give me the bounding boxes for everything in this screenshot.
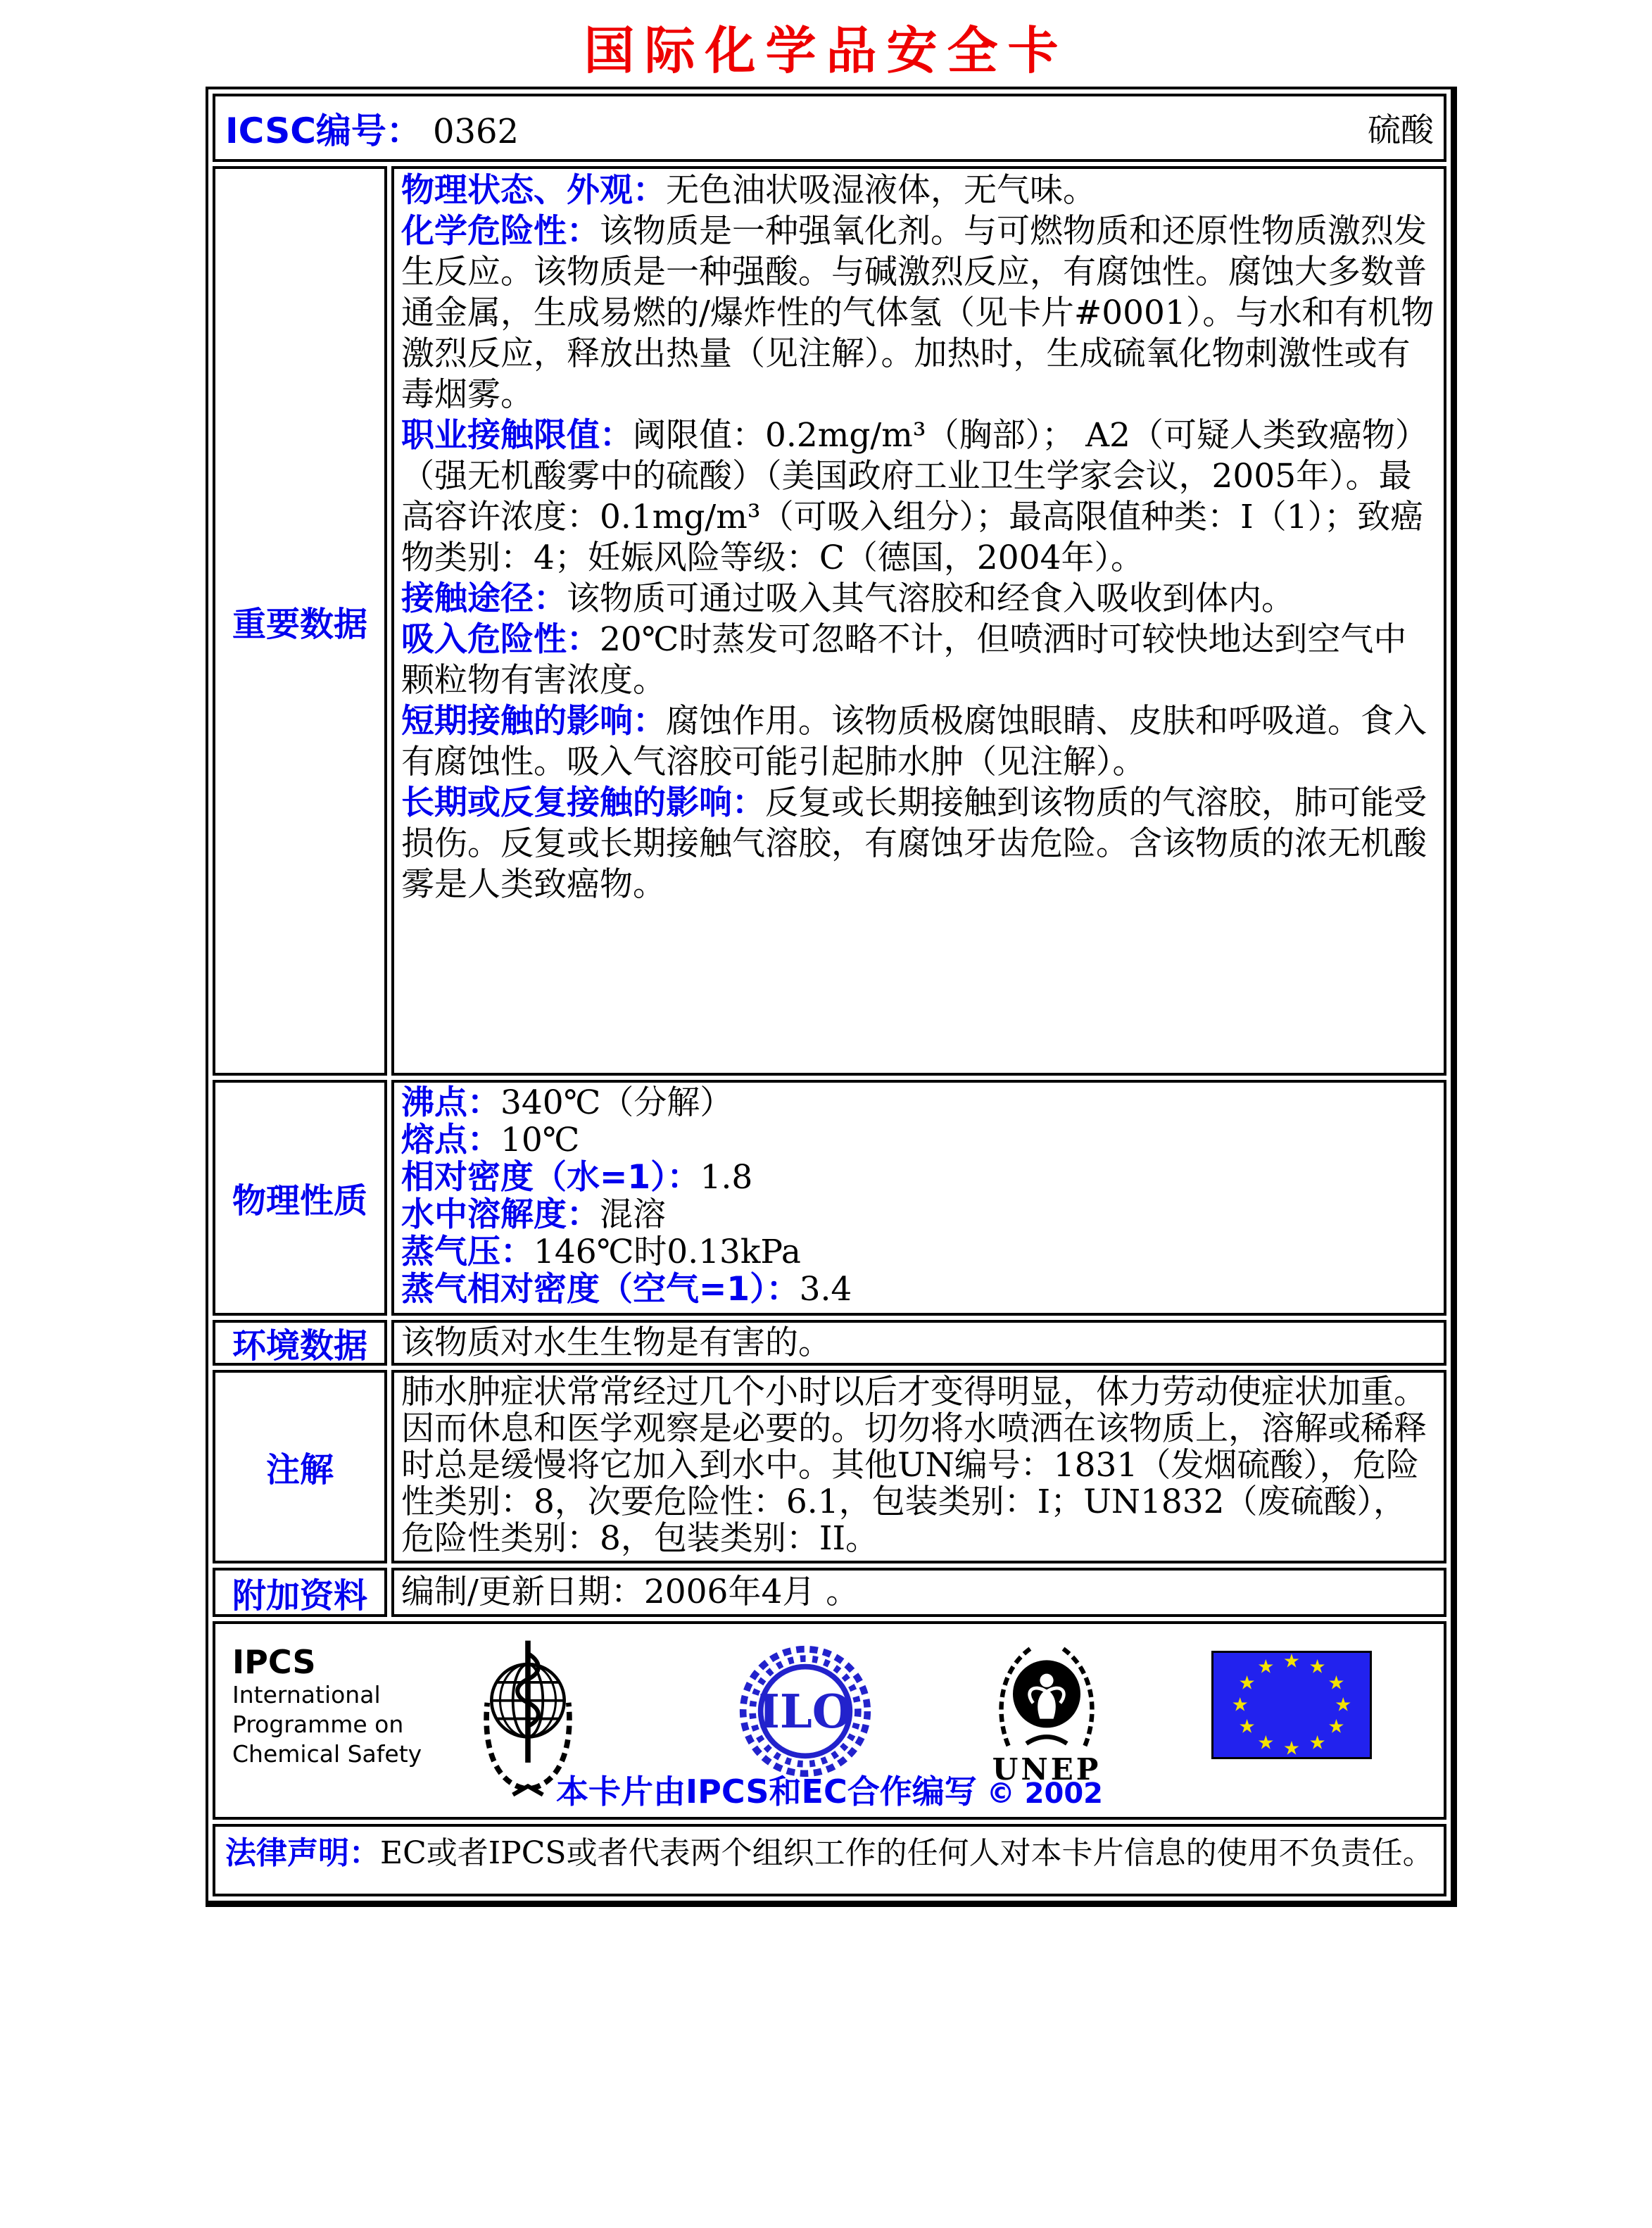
physical-item: [401, 1159, 1437, 1196]
icsc-number-group: [225, 103, 519, 153]
important-data-content: [391, 166, 1446, 1076]
additional-info-row: [213, 1568, 1446, 1617]
physical-item: [401, 1121, 1437, 1159]
header-row: [213, 94, 1446, 162]
eu-star: ★: [1282, 1737, 1301, 1760]
ipcs-acronym: IPCS: [232, 1643, 316, 1681]
legal-notice-row: [213, 1824, 1446, 1896]
ipcs-line: International: [232, 1681, 381, 1708]
item-label: 长期或反复接触的影响：: [401, 783, 765, 822]
notes-content: 肺水肿症状常常经过几个小时以后才变得明显，体力劳动使症状加重。因而休息和医学观察是必要的。切勿将水喷洒在该物质上，溶解或稀释时总是缓慢将它加入到水中。其他UN编号：1831（发烟硫酸），危险性类别：8，次要危险性：6.1，包装类别：I；UN1832（废硫酸），危险性类别：8，包装类别：II。: [391, 1370, 1446, 1563]
important-item: [401, 619, 1437, 701]
environment-data-row: [213, 1320, 1446, 1366]
eu-star: ★: [1309, 1656, 1326, 1678]
eu-star: ★: [1328, 1716, 1345, 1738]
unep-logo-icon: [990, 1635, 1103, 1755]
card-frame: [206, 87, 1457, 1907]
item-value: 1.8: [700, 1158, 753, 1197]
section-label-notes: 注解: [213, 1370, 387, 1563]
physical-properties-content: [391, 1080, 1446, 1316]
eu-star: ★: [1309, 1732, 1326, 1754]
item-text: 该物质可通过吸入其气溶胶和经食入吸收到体内。: [567, 579, 1294, 618]
eu-star: ★: [1257, 1656, 1275, 1678]
item-label: 熔点：: [401, 1121, 500, 1159]
cooperation-caption: [215, 1766, 1444, 1813]
item-value: 146℃时0.13kPa: [534, 1233, 801, 1271]
physical-item: [401, 1233, 1437, 1271]
page-title: 国际化学品安全卡: [584, 21, 1068, 80]
eu-star: ★: [1282, 1650, 1301, 1673]
eu-star: ★: [1231, 1694, 1249, 1716]
additional-info-content: 编制/更新日期：2006年4月 。: [391, 1568, 1446, 1617]
section-label-physical: 物理性质: [213, 1080, 387, 1316]
item-value: 340℃（分解）: [500, 1083, 733, 1122]
item-text: 20℃时蒸发可忽略不计，但喷洒时可较快地达到空气中颗粒物有害浓度。: [401, 620, 1407, 700]
physical-item: [401, 1271, 1437, 1308]
physical-item: [401, 1084, 1437, 1121]
important-item: [401, 211, 1437, 415]
eu-flag-icon: [1211, 1651, 1372, 1759]
important-item: [401, 170, 1437, 211]
item-label: 物理状态、外观：: [401, 171, 666, 210]
unep-logo-block: [980, 1635, 1114, 1787]
item-label: 吸入危险性：: [401, 620, 600, 659]
item-label: 相对密度（水=1）：: [401, 1158, 700, 1197]
ilo-letters: ILO: [758, 1685, 852, 1739]
item-value: 3.4: [799, 1270, 852, 1309]
item-label: 蒸气相对密度（空气=1）：: [401, 1270, 800, 1309]
logos-row: [213, 1621, 1446, 1820]
eu-star: ★: [1238, 1716, 1256, 1738]
icsc-number-value: 0362: [432, 111, 519, 151]
notes-row: [213, 1370, 1446, 1563]
item-text: 该物质是一种强氧化剂。与可燃物质和还原性物质激烈发生反应。该物质是一种强酸。与碱激烈反应，有腐蚀性。腐蚀大多数普通金属，生成易燃的/爆炸性的气体氢（见卡片#0001）。与水和有机物激烈反应，释放出热量（见注解）。加热时，生成硫氧化物刺激性或有毒烟雾。: [401, 212, 1435, 414]
ilo-logo-icon: [738, 1644, 873, 1779]
important-item: [401, 415, 1437, 579]
section-label-additional: 附加资料: [213, 1568, 387, 1617]
item-label: 化学危险性：: [401, 212, 600, 251]
important-data-row: [213, 166, 1446, 1076]
item-text: 无色油状吸湿液体，无气味。: [666, 171, 1096, 210]
section-label-important: 重要数据: [213, 166, 387, 1076]
eu-star: ★: [1257, 1732, 1275, 1754]
important-item: [401, 579, 1437, 619]
item-label: 沸点：: [401, 1083, 500, 1122]
caption-text: 本卡片由IPCS和EC合作编写: [555, 1773, 977, 1811]
item-text: 反复或长期接触到该物质的气溶胶，肺可能受损伤。反复或长期接触气溶胶，有腐蚀牙齿危险。含该物质的浓无机酸雾是人类致癌物。: [401, 783, 1427, 904]
section-label-environment: 环境数据: [213, 1320, 387, 1366]
item-value: 混溶: [600, 1195, 666, 1234]
item-label: 职业接触限值：: [401, 416, 633, 455]
legal-notice-label: 法律声明：: [225, 1835, 380, 1871]
item-label: 短期接触的影响：: [401, 702, 666, 741]
ipcs-text-block: [232, 1644, 422, 1769]
legal-notice-text: EC或者IPCS或者代表两个组织工作的任何人对本卡片信息的使用不负责任。: [380, 1835, 1434, 1871]
important-item: [401, 701, 1437, 783]
substance-name: 硫酸: [1368, 111, 1434, 150]
physical-item: [401, 1196, 1437, 1233]
item-text: 阈限值：0.2mg/m³（胸部）； A2（可疑人类致癌物）（强无机酸雾中的硫酸）（美国政府工业卫生学家会议，2005年）。最高容许浓度：0.1mg/m³（可吸入组分）；最高限值种类：I（1）；致癌物类别：4；妊娠风险等级：C（德国，2004年）。: [401, 416, 1428, 577]
important-item: [401, 783, 1437, 905]
icsc-number-label: ICSC编号：: [225, 110, 422, 151]
item-text: 腐蚀作用。该物质极腐蚀眼睛、皮肤和呼吸道。食入有腐蚀性。吸入气溶胶可能引起肺水肿（见注解）。: [401, 702, 1427, 781]
item-label: 接触途径：: [401, 579, 567, 618]
unep-wordmark: UNEP: [992, 1752, 1102, 1787]
eu-star: ★: [1238, 1672, 1256, 1694]
ipcs-line: Chemical Safety: [232, 1740, 422, 1768]
ipcs-line: Programme on: [232, 1711, 404, 1738]
eu-star: ★: [1335, 1694, 1352, 1716]
environment-data-content: 该物质对水生生物是有害的。: [391, 1320, 1446, 1366]
item-label: 水中溶解度：: [401, 1195, 600, 1234]
item-label: 蒸气压：: [401, 1233, 534, 1271]
copyright-text: © 2002: [986, 1777, 1104, 1810]
item-value: 10℃: [500, 1121, 580, 1159]
eu-star: ★: [1328, 1672, 1345, 1694]
physical-properties-row: [213, 1080, 1446, 1316]
